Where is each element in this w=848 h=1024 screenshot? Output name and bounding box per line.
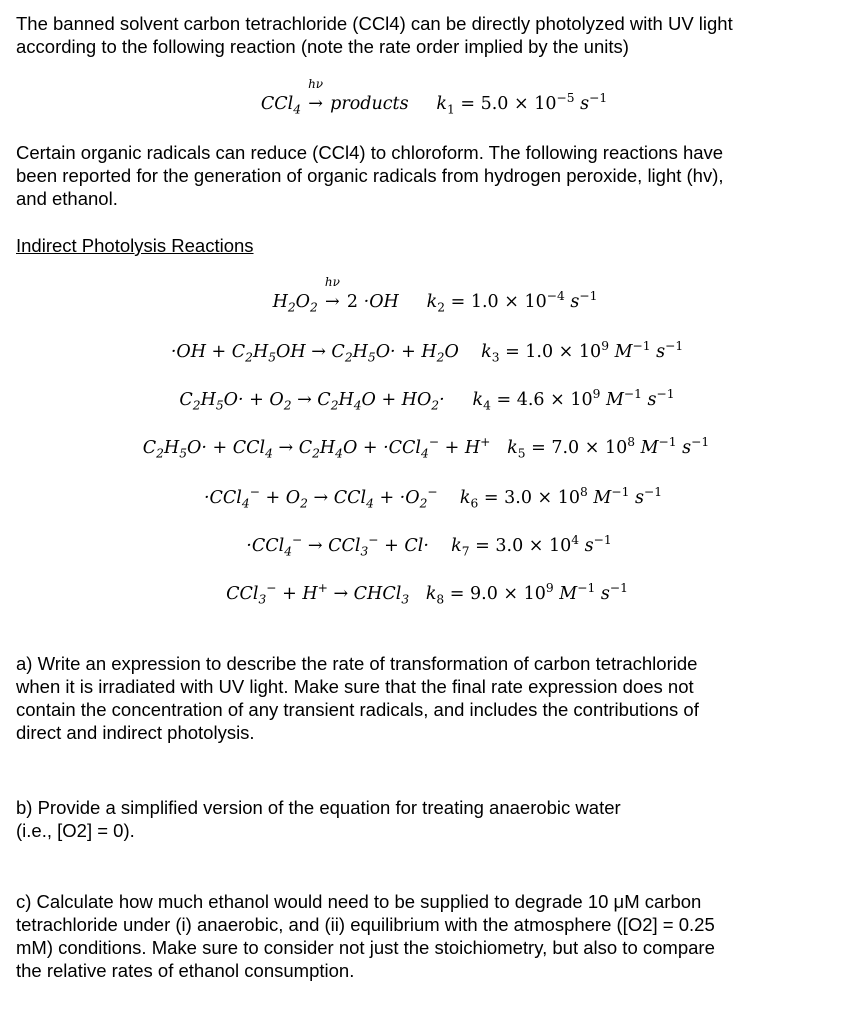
reaction-k7: ·CCl$_4$− → CCl$_3$− + Cl· $k_7 = 3.0 \times 10^4$ $s^{-1}$ <box>246 533 612 559</box>
reaction-k3: $\cdot OH + C_2H_5OH \to C_2H_5O\cdot + H_2O$ $k_3 = 1.0 \times 10^9$ $M^{-1}$ $s^{-1}$ <box>170 339 684 365</box>
question-c: c) Calculate how much ethanol would need to be supplied to degrade 10 μM carbon tetrachloride under (i) anaerobic, and (ii) equilibrium with the atmosphere ([O2] = 0.25 mM) conditions. Make sure to consider not just the stoichiometry, but also to compare the relative rates of ethanol consumption. <box>16 891 715 981</box>
intro-line-1: The banned solvent carbon tetrachloride (CCl4) can be directly photolyzed with UV light <box>16 13 733 34</box>
reaction-k2: $H_2O_2$ hν → 2 ·OH $k_2 = 1.0 \times 10^{-4}$ $s^{-1}$ <box>272 275 598 315</box>
reaction-k8: CCl$_3$− + H+ → CHCl$_3$ $k_8 = 9.0 \times 10^9$ $M^{-1}$ $s^{-1}$ <box>226 581 628 607</box>
intro-paragraph <box>16 12 831 58</box>
hv-arrow: hν → <box>308 77 324 114</box>
question-b: b) Provide a simplified version of the equation for treating anaerobic water (i.e., [O2] = 0). <box>16 797 621 841</box>
reaction-k5: $C_2H_5O\cdot + CCl_4 \to C_2H_4O + \cdot CCl_4^- + H^+$ $k_5 = 7.0 \times 10^8$ $M^{-1}$ $s^{-1}$ <box>142 435 710 461</box>
radicals-line-3: and ethanol. <box>16 188 118 209</box>
intro-line-2: according to the following reaction (note the rate order implied by the units) <box>16 36 629 57</box>
radicals-line-1: Certain organic radicals can reduce (CCl4) to chloroform. The following reactions have <box>16 142 724 163</box>
radicals-paragraph <box>16 141 831 210</box>
radicals-line-2: been reported for the generation of organic radicals from hydrogen peroxide, light (hv), <box>16 165 724 186</box>
k1-value: = 5.0 × 10 <box>460 94 557 114</box>
equation-direct-photolysis: CCl$_4$ hν → products $k_1 = 5.0 \times 10^{-5}$ $s^{-1}$ <box>260 77 608 117</box>
products-label: products <box>330 94 409 114</box>
reaction-k4: $C_2H_5O\cdot + O_2 \to C_2H_4O + HO_2\cdot$ $k_4 = 4.6 \times 10^9$ $M^{-1}$ $s^{-1}$ <box>179 387 675 413</box>
reaction-k6: $\cdot CCl_4^- + O_2 \to CCl_4 + \cdot O_2^-$ $k_6 = 3.0 \times 10^8$ $M^{-1}$ $s^{-1}$ <box>203 485 663 511</box>
question-a: a) Write an expression to describe the rate of transformation of carbon tetrachloride when it is irradiated with UV light. Make sure that the final rate expression does not contain the concentration of any transient radicals, and includes the contributions of direct and indirect photolysis. <box>16 653 699 743</box>
indirect-photolysis-heading: Indirect Photolysis Reactions <box>16 235 254 256</box>
